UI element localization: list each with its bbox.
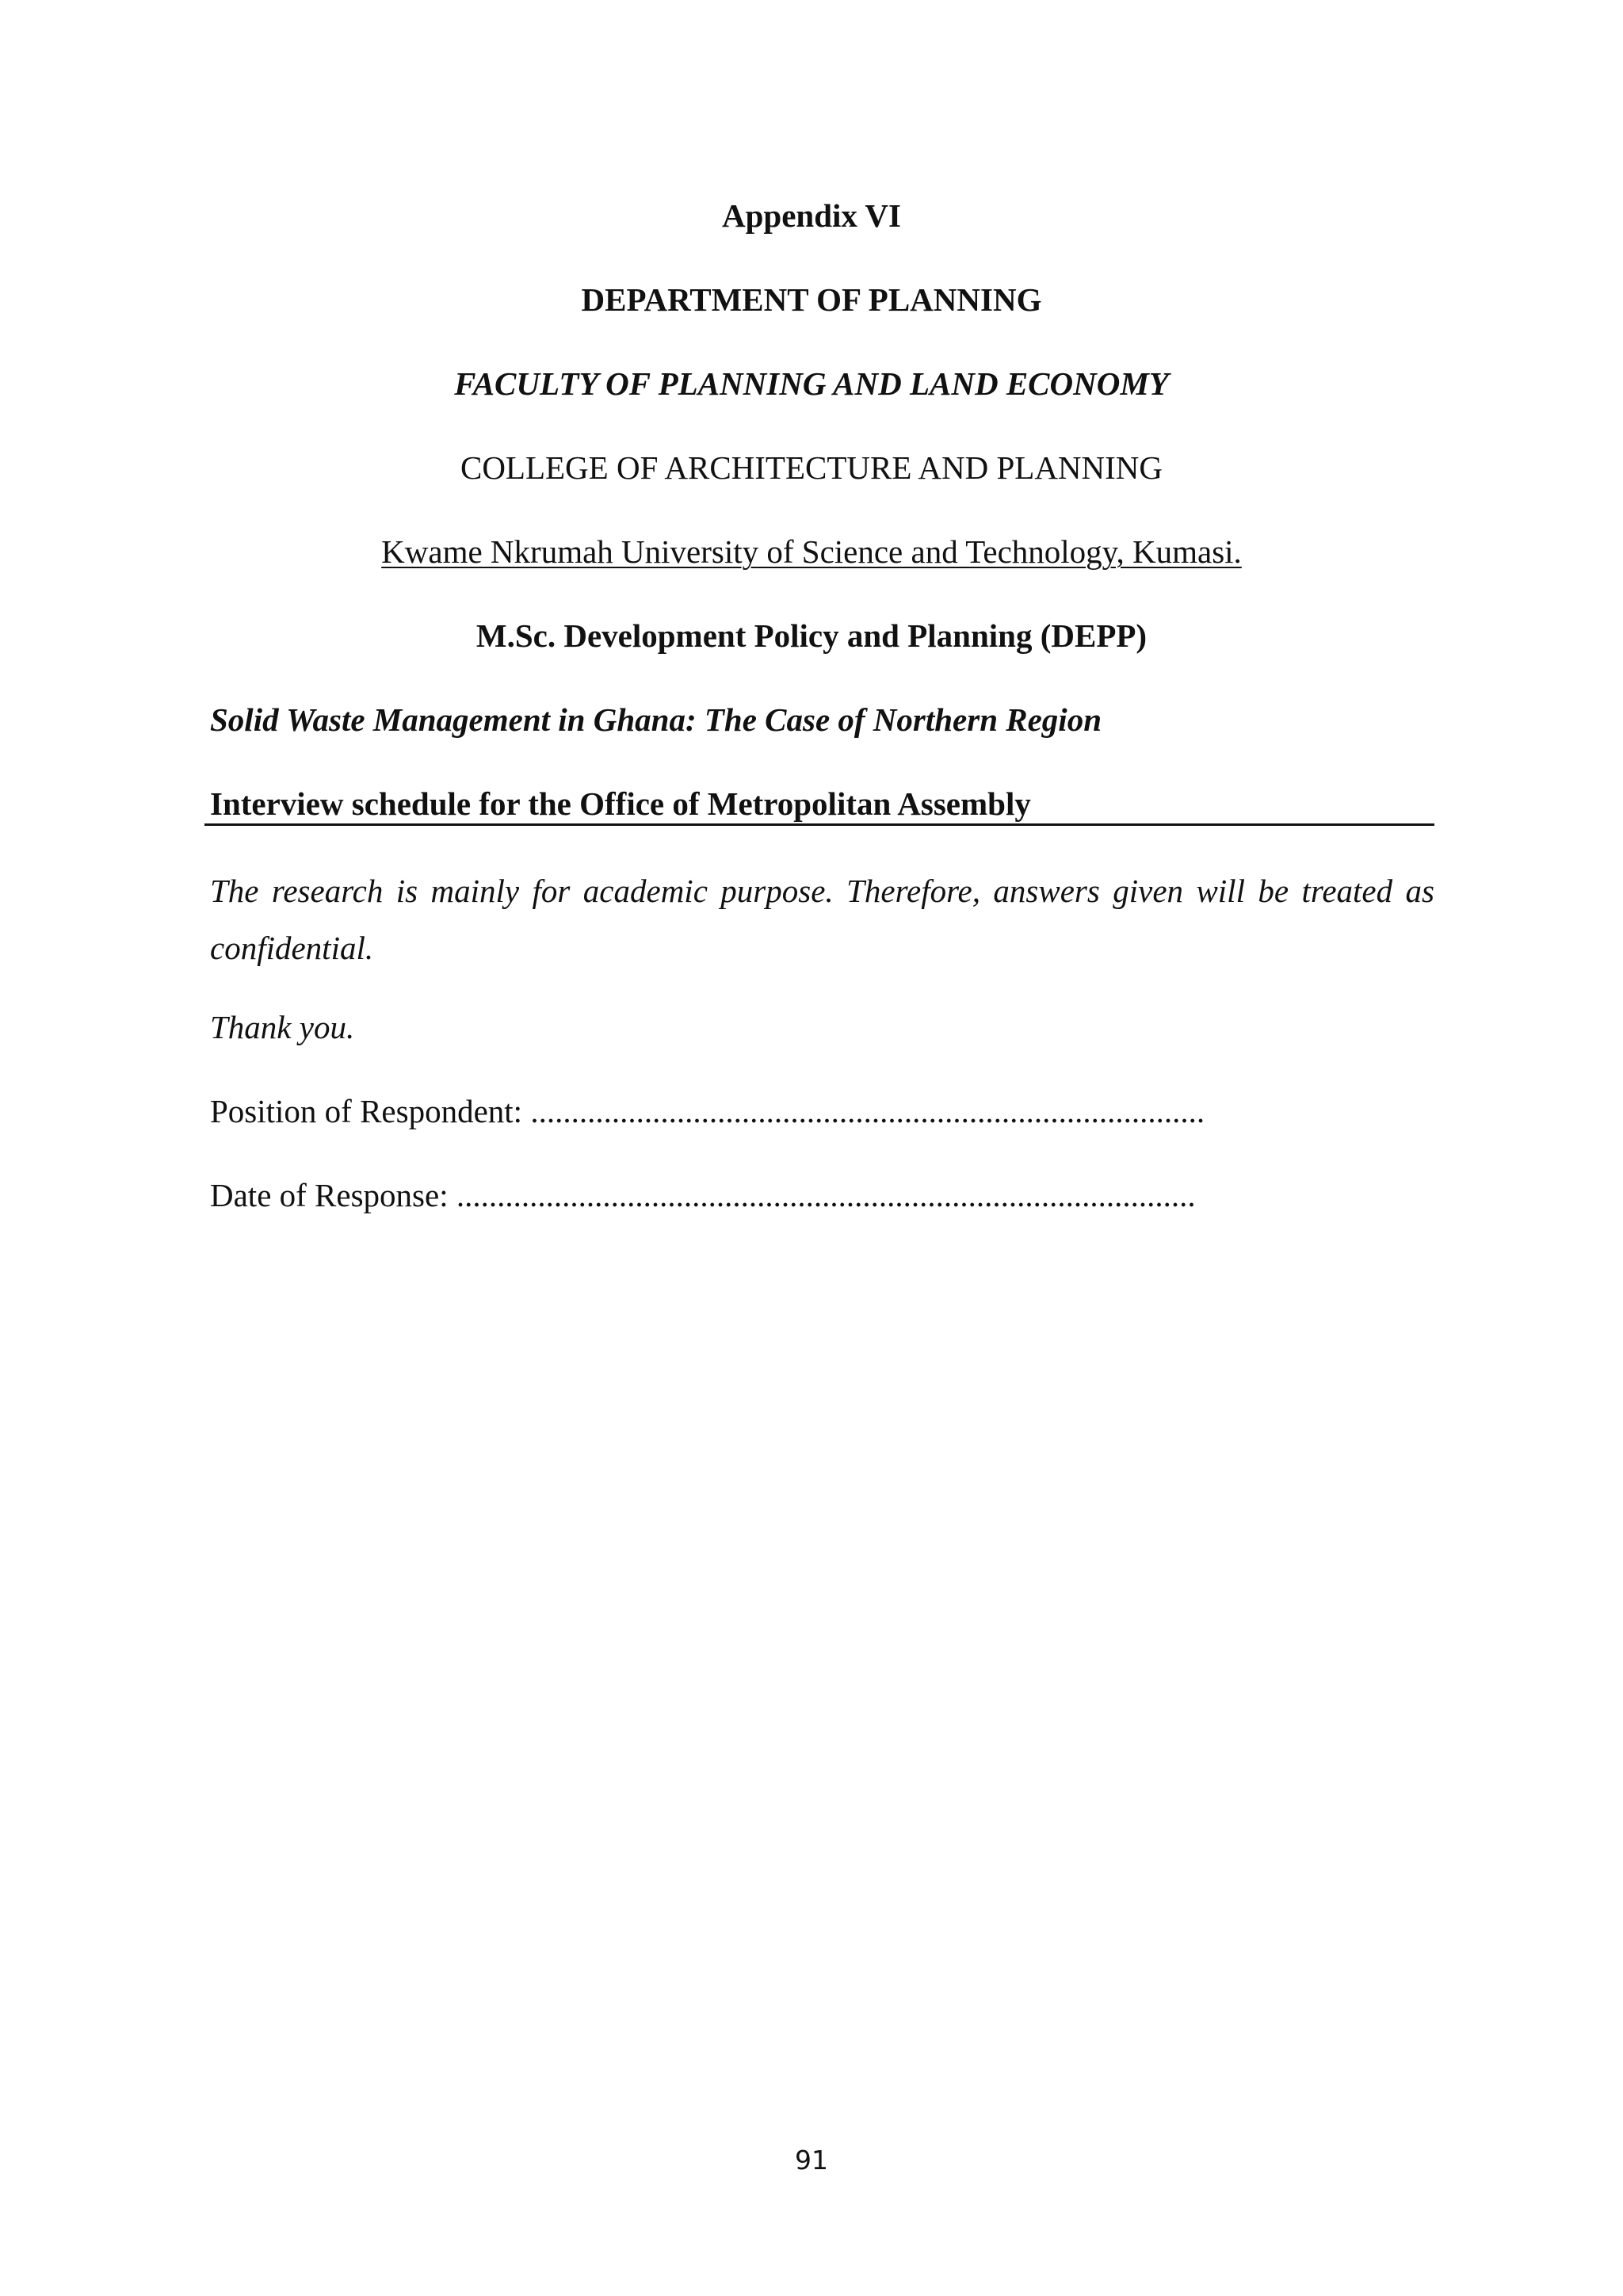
schedule-title: Interview schedule for the Office of Metropolitan Assembly <box>210 785 1031 822</box>
date-blank: ........................................................................................... <box>456 1177 1196 1213</box>
appendix-heading: Appendix VI <box>722 197 901 234</box>
date-label: Date of Response: <box>210 1177 449 1213</box>
university-heading: Kwame Nkrumah University of Science and Technology, Kumasi. <box>381 533 1242 570</box>
thanks-text: Thank you. <box>210 1009 355 1045</box>
date-field <box>210 1176 1196 1215</box>
intro-paragraph: The research is mainly for academic purpose. Therefore, answers given will be treated as confidential. <box>210 873 1434 966</box>
position-blank: ................................................................................... <box>530 1093 1205 1129</box>
position-label: Position of Respondent: <box>210 1093 523 1129</box>
page-number: 91 <box>795 2145 828 2176</box>
department-heading: DEPARTMENT OF PLANNING <box>581 281 1042 318</box>
study-title: Solid Waste Management in Ghana: The Case of Northern Region <box>210 701 1102 738</box>
faculty-heading: FACULTY OF PLANNING AND LAND ECONOMY <box>454 365 1169 402</box>
programme-heading: M.Sc. Development Policy and Planning (DEPP) <box>475 617 1148 654</box>
position-field <box>210 1092 1205 1131</box>
schedule-title-rule <box>204 823 1434 826</box>
college-heading: COLLEGE OF ARCHITECTURE AND PLANNING <box>460 449 1163 486</box>
